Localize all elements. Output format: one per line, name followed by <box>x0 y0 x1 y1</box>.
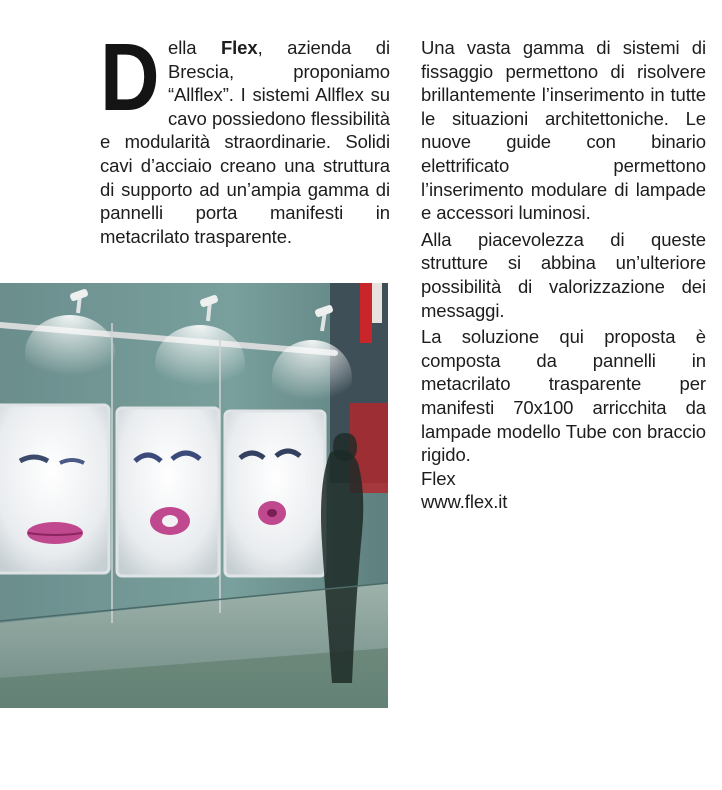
lead-text-start: ella <box>168 37 221 58</box>
company-website: www.flex.it <box>421 491 508 513</box>
flag-white-icon <box>372 283 382 323</box>
paragraph-appeal: Alla piacevolezza di queste strutture si abbina un’ulteriore possibilità di valorizzazione dei messaggi. <box>421 228 706 321</box>
brand-name: Flex <box>220 37 258 58</box>
poster-panel-2 <box>117 408 219 576</box>
poster-display-illustration <box>0 283 388 708</box>
lead-paragraph <box>100 24 390 248</box>
paragraph-solution: La soluzione qui proposta è composta da pannelli in metacrilato trasparente per manifesti 70x100 arricchita da lampade modello Tube con braccio rigido. <box>421 326 706 466</box>
product-photo <box>0 283 388 708</box>
person-head <box>333 433 357 461</box>
company-name: Flex <box>421 467 456 489</box>
poster-panel-1 <box>0 405 109 573</box>
article-column-left <box>100 24 390 248</box>
poster-panel-3 <box>225 411 325 576</box>
drop-cap: D <box>100 24 160 131</box>
paragraph-fixing-systems: Una vasta gamma di sistemi di fissaggio permettono di risolvere brillantemente l’inserimento in tutte le situazioni architettoniche. Le nuove guide con binario elettrificato permettono l’inserimento modulare di lampade e accessori luminosi. <box>421 37 706 224</box>
flag-red-icon <box>360 283 372 343</box>
article-column-right <box>421 36 706 514</box>
lead-text-rest: , azienda di Brescia, proponiamo “Allflex”. I sistemi Allflex su cavo possiedono flessibilità e modularità straordinarie. Solidi cavi d’acciaio creano una struttura di supporto ad un’ampia gamma di pannelli porta manifesti in metacrilato trasparente. <box>100 37 390 247</box>
